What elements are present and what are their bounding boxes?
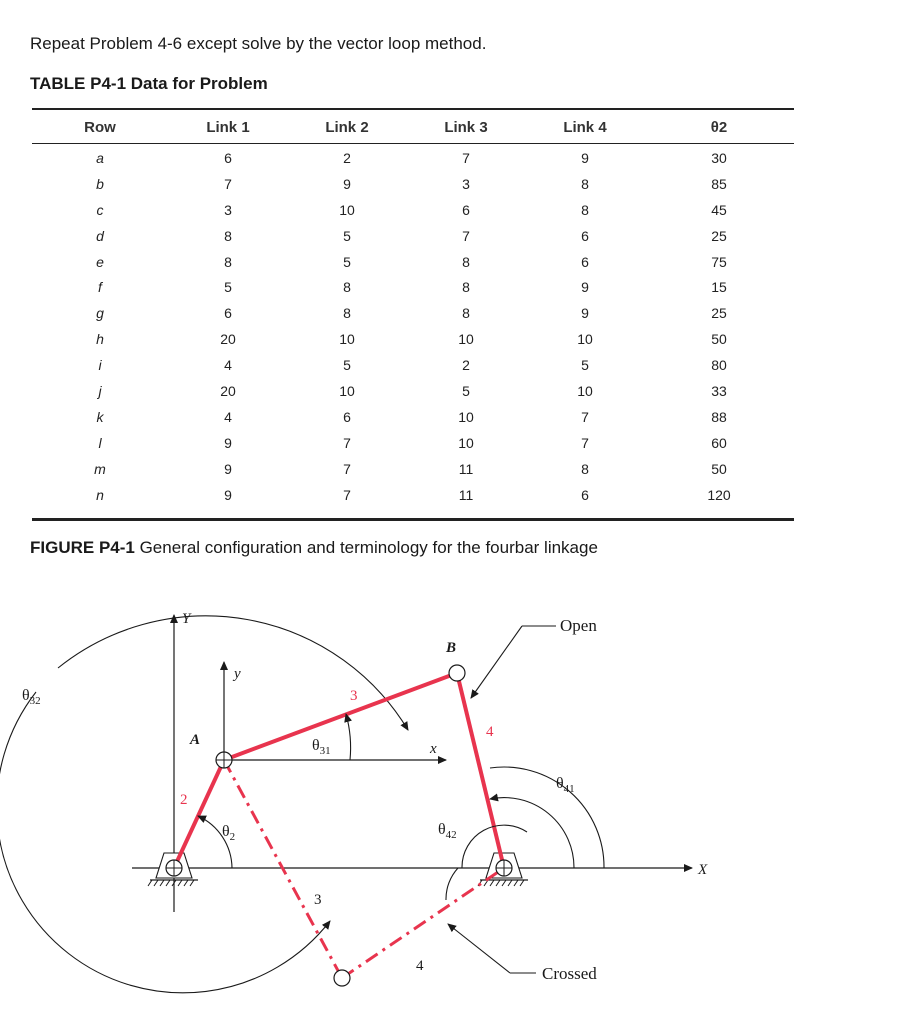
data-table: [32, 112, 794, 507]
row-letter-cell: n: [96, 486, 104, 503]
table-cell: 80: [711, 357, 727, 374]
figure-caption: [30, 538, 598, 558]
label-link2: 2: [180, 792, 188, 808]
label-y-local: y: [234, 666, 241, 682]
open-leader-arrow: [471, 626, 522, 698]
row-letter-cell: d: [96, 227, 104, 244]
table-cell: 50: [711, 331, 727, 348]
table-cell: 8: [581, 460, 589, 477]
table-row: [32, 482, 794, 508]
table-row: [32, 352, 794, 378]
fourbar-linkage-diagram: [0, 570, 898, 1024]
table-row: [32, 143, 794, 171]
row-letter-cell: e: [96, 253, 104, 270]
label-open: Open: [560, 616, 597, 635]
label-theta42: $\theta_{42}$: [438, 821, 457, 841]
table-cell: 7: [581, 408, 589, 425]
label-theta32: $\theta_{32}$: [22, 687, 41, 707]
table-cell: 7: [224, 175, 232, 192]
table-cell: 7: [343, 460, 351, 477]
link3-open: [224, 673, 457, 760]
row-letter-cell: c: [96, 201, 104, 218]
table-cell: 50: [711, 460, 727, 477]
table-cell: 9: [581, 305, 589, 322]
table-cell: 4: [224, 408, 232, 425]
pin-o2: [166, 860, 182, 876]
table-cell: 88: [711, 408, 727, 425]
table-cell: 75: [711, 253, 727, 270]
table-cell: 5: [343, 227, 351, 244]
table-row: [32, 171, 794, 197]
row-letter-cell: h: [96, 331, 104, 348]
table-cell: 7: [462, 227, 470, 244]
table-cell: 9: [581, 279, 589, 296]
table-row: [32, 274, 794, 300]
table-cell: 8: [343, 279, 351, 296]
table-cell: 5: [462, 382, 470, 399]
pin-a: [216, 752, 232, 768]
row-letter-cell: k: [96, 408, 104, 425]
table-cell: 10: [339, 382, 355, 399]
label-link4-crossed: 4: [416, 958, 424, 974]
table-row: [32, 249, 794, 275]
table-row: [32, 430, 794, 456]
table-body: [32, 143, 794, 507]
table-cell: 6: [581, 227, 589, 244]
table-cell: 10: [577, 331, 593, 348]
row-letter-cell: a: [96, 149, 104, 166]
pin-b-open: [449, 665, 465, 681]
col-header-link3: Link 3: [444, 119, 488, 136]
table-cell: 5: [343, 357, 351, 374]
label-A: A: [190, 732, 201, 748]
row-letter-cell: l: [98, 434, 102, 451]
col-header-link1: Link 1: [206, 119, 250, 136]
link3-crossed: [224, 760, 342, 978]
table-cell: 20: [220, 331, 236, 348]
table-cell: 2: [343, 149, 351, 166]
table-cell: 8: [224, 253, 232, 270]
label-crossed: Crossed: [542, 964, 597, 983]
table-cell: 30: [711, 149, 727, 166]
col-header-link4: Link 4: [563, 119, 607, 136]
table-cell: 8: [581, 175, 589, 192]
table-cell: 60: [711, 434, 727, 451]
table-cell: 2: [462, 357, 470, 374]
table-cell: 8: [343, 305, 351, 322]
link2: [174, 760, 224, 868]
row-letter-cell: g: [96, 305, 104, 322]
label-theta31: $\theta_{31}$: [312, 737, 331, 757]
table-cell: 8: [462, 253, 470, 270]
table-cell: 6: [224, 149, 232, 166]
table-cell: 6: [581, 253, 589, 270]
table-cell: 25: [711, 227, 727, 244]
table-cell: 9: [224, 434, 232, 451]
crossed-leader-arrow: [448, 924, 510, 973]
table-row: [32, 300, 794, 326]
table-row: [32, 456, 794, 482]
col-header-theta2: θ2: [710, 119, 728, 136]
problem-statement: Repeat Problem 4-6 except solve by the vector loop method.: [30, 34, 487, 53]
figure-caption-text: General configuration and terminology for the fourbar linkage: [134, 538, 598, 557]
table-cell: 8: [224, 227, 232, 244]
table-title: TABLE P4-1 Data for Problem: [30, 74, 268, 93]
table-cell: 45: [711, 201, 727, 218]
table-cell: 11: [458, 486, 474, 503]
table-row: [32, 223, 794, 249]
table-header-row: [32, 112, 794, 143]
table-cell: 10: [458, 331, 474, 348]
table-cell: 5: [224, 279, 232, 296]
table-cell: 9: [224, 460, 232, 477]
table-cell: 7: [343, 486, 351, 503]
table-cell: 6: [462, 201, 470, 218]
label-x-local: x: [430, 741, 437, 757]
table-row: [32, 404, 794, 430]
table-cell: 3: [224, 201, 232, 218]
table-cell: 9: [581, 149, 589, 166]
table-cell: 7: [462, 149, 470, 166]
table-cell: 4: [224, 357, 232, 374]
table-row: [32, 378, 794, 404]
row-letter-cell: j: [98, 382, 102, 399]
table-cell: 33: [711, 382, 727, 399]
label-Y: Y: [182, 611, 191, 627]
table-cell: 9: [224, 486, 232, 503]
table-row: [32, 326, 794, 352]
figure-caption-label: FIGURE P4-1: [30, 538, 135, 557]
label-link3-open: 3: [350, 688, 358, 704]
table-cell: 10: [339, 331, 355, 348]
table-cell: 10: [339, 201, 355, 218]
row-letter-cell: f: [98, 279, 102, 296]
table-cell: 10: [458, 408, 474, 425]
label-theta41: $\theta_{41}$: [556, 775, 575, 795]
row-letter-cell: m: [94, 460, 106, 477]
col-header-link2: Link 2: [325, 119, 369, 136]
label-X: X: [698, 862, 708, 878]
table-cell: 9: [343, 175, 351, 192]
label-theta2: $\theta_2$: [222, 823, 236, 843]
table-cell: 10: [458, 434, 474, 451]
table-top-rule: [32, 108, 794, 110]
label-B: B: [446, 640, 457, 656]
link4-open: [457, 673, 504, 868]
table-cell: 7: [581, 434, 589, 451]
table-cell: 20: [220, 382, 236, 399]
table-cell: 8: [462, 279, 470, 296]
row-letter-cell: i: [98, 357, 102, 374]
theta31-arc: [346, 714, 351, 760]
table-row: [32, 197, 794, 223]
table-cell: 25: [711, 305, 727, 322]
table-bottom-rule: [32, 518, 794, 521]
table-cell: 6: [581, 486, 589, 503]
label-link3-crossed: 3: [314, 892, 322, 908]
table-cell: 5: [343, 253, 351, 270]
table-cell: 6: [343, 408, 351, 425]
table-cell: 6: [224, 305, 232, 322]
label-link4-open: 4: [486, 724, 494, 740]
col-header-row: Row: [84, 119, 116, 136]
table-cell: 120: [707, 486, 731, 503]
table-cell: 15: [711, 279, 727, 296]
table-cell: 10: [577, 382, 593, 399]
pin-b-crossed: [334, 970, 350, 986]
table-cell: 7: [343, 434, 351, 451]
table-cell: 3: [462, 175, 470, 192]
table-cell: 8: [462, 305, 470, 322]
row-letter-cell: b: [96, 175, 104, 192]
table-cell: 85: [711, 175, 727, 192]
pin-o4: [496, 860, 512, 876]
table-cell: 11: [458, 460, 474, 477]
table-cell: 8: [581, 201, 589, 218]
table-cell: 5: [581, 357, 589, 374]
